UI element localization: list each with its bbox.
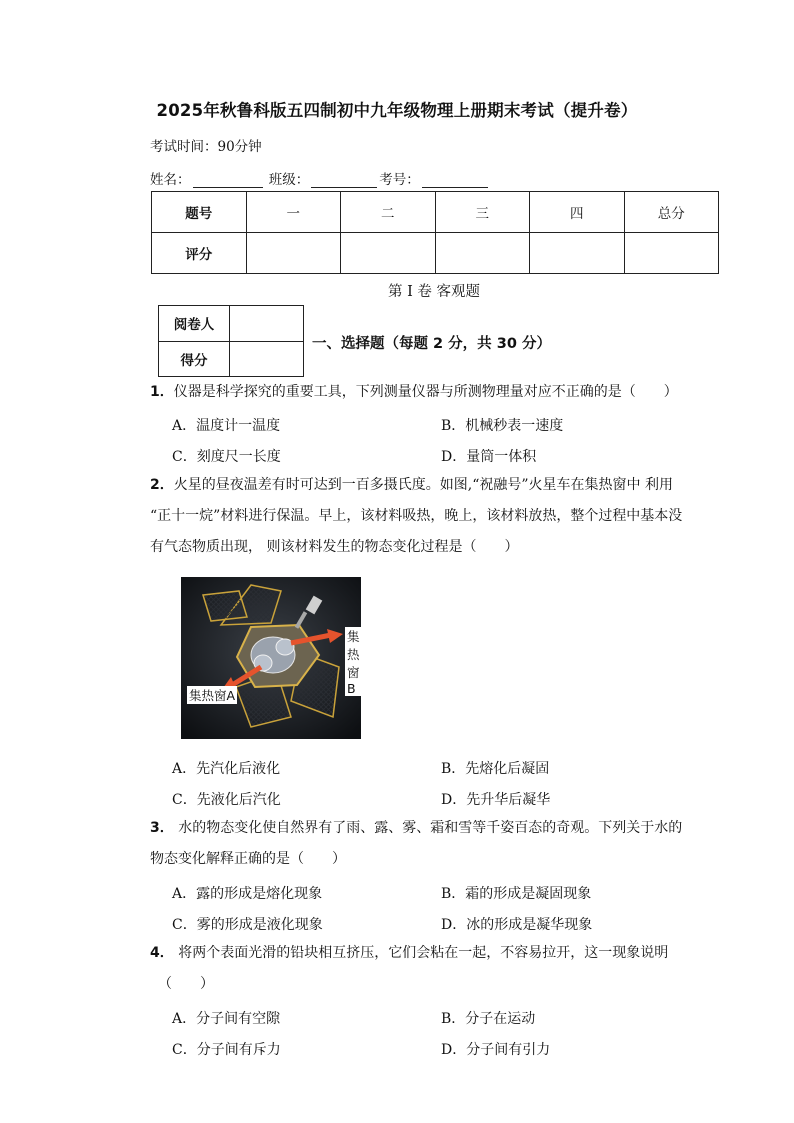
q4-option-c[interactable]: C．分子间有斥力 bbox=[172, 1042, 281, 1058]
label-window-b: 集热窗B bbox=[347, 629, 360, 696]
q3-option-b[interactable]: B．霜的形成是凝固现象 bbox=[441, 886, 592, 902]
question-text-line: “正十一烷”材料进行保温。早上，该材料吸热，晚上，该材料放热，整个过程中基本没 bbox=[150, 508, 683, 524]
question-text-line: 将两个表面光滑的铅块相互挤压，它们会粘在一起，不容易拉开，这一现象说明 bbox=[173, 945, 669, 961]
q3-option-c[interactable]: C．雾的形成是液化现象 bbox=[172, 917, 323, 933]
question-text-line: 有气态物质出现， 则该材料发生的物态变化过程是（ ） bbox=[150, 539, 519, 555]
reviewer-label: 阅卷人 bbox=[159, 306, 230, 342]
question-1 bbox=[150, 377, 720, 408]
class-label: 班级： bbox=[268, 172, 310, 188]
score-table-score-row bbox=[152, 233, 719, 274]
q1-option-c[interactable]: C．刻度尺一长度 bbox=[172, 449, 281, 465]
q4-option-d[interactable]: D．分子间有引力 bbox=[441, 1042, 551, 1058]
score-cell[interactable] bbox=[435, 233, 530, 274]
score-header-cell: 总分 bbox=[624, 192, 719, 233]
solar-panel-left bbox=[203, 591, 247, 621]
q3-option-d[interactable]: D．冰的形成是凝华现象 bbox=[441, 917, 593, 933]
score-header-cell: 一 bbox=[246, 192, 341, 233]
part-one-heading: 一、选择题（每题 2 分，共 30 分） bbox=[312, 336, 551, 352]
q1-option-b[interactable]: B．机械秒表一速度 bbox=[441, 418, 564, 434]
mars-rover-illustration bbox=[181, 577, 361, 739]
q2-option-b[interactable]: B．先熔化后凝固 bbox=[441, 761, 550, 777]
score-cell[interactable] bbox=[246, 233, 341, 274]
q2-option-c[interactable]: C．先液化后汽化 bbox=[172, 792, 281, 808]
score-table bbox=[151, 191, 719, 274]
id-label: 考号： bbox=[379, 172, 420, 188]
score-table-header-row bbox=[152, 192, 719, 233]
mars-rover-figure bbox=[181, 577, 361, 739]
score-cell[interactable] bbox=[530, 233, 625, 274]
question-number: 2． bbox=[150, 477, 174, 493]
q4-option-a[interactable]: A．分子间有空隙 bbox=[172, 1011, 281, 1027]
score-header-cell: 二 bbox=[341, 192, 436, 233]
exam-time: 考试时间：90分钟 bbox=[150, 139, 262, 155]
score-header-cell: 四 bbox=[530, 192, 625, 233]
q2-option-a[interactable]: A．先汽化后液化 bbox=[172, 761, 281, 777]
q2-option-d[interactable]: D．先升华后凝华 bbox=[441, 792, 551, 808]
name-blank[interactable] bbox=[193, 173, 263, 188]
q1-option-a[interactable]: A．温度计一温度 bbox=[172, 418, 281, 434]
score-cell[interactable] bbox=[624, 233, 719, 274]
student-info-line bbox=[150, 168, 490, 188]
label-window-a: 集热窗A bbox=[189, 688, 236, 703]
question-4 bbox=[150, 938, 720, 1000]
question-text-line: 水的物态变化使自然界有了雨、露、雾、霜和雪等千姿百态的奇观。下列关于水的 bbox=[173, 820, 683, 836]
grader-score-label: 得分 bbox=[159, 341, 230, 377]
question-text-line: （ ） bbox=[158, 976, 214, 992]
question-number: 4． bbox=[150, 945, 174, 961]
q1-option-d[interactable]: D．量筒一体积 bbox=[441, 449, 537, 465]
grader-table bbox=[158, 305, 304, 377]
grader-score-cell[interactable] bbox=[230, 341, 304, 377]
score-header-cell: 三 bbox=[435, 192, 530, 233]
question-3 bbox=[150, 813, 720, 875]
name-label: 姓名： bbox=[150, 172, 191, 188]
question-number: 3． bbox=[150, 820, 174, 836]
question-text-line: 物态变化解释正确的是（ ） bbox=[150, 851, 346, 867]
q3-option-a[interactable]: A．露的形成是熔化现象 bbox=[172, 886, 323, 902]
id-blank[interactable] bbox=[422, 173, 488, 188]
score-row-label: 评分 bbox=[152, 233, 247, 274]
score-cell[interactable] bbox=[341, 233, 436, 274]
class-blank[interactable] bbox=[311, 173, 377, 188]
question-text-line: 火星的昼夜温差有时可达到一百多摄氏度。如图,“祝融号”火星车在集热窗中 利用 bbox=[173, 477, 673, 493]
exam-title: 2025年秋鲁科版五四制初中九年级物理上册期末考试（提升卷） bbox=[156, 101, 638, 120]
question-2 bbox=[150, 470, 720, 563]
section-title: 第 I 卷 客观题 bbox=[387, 284, 481, 300]
question-text: 仪器是科学探究的重要工具，下列测量仪器与所测物理量对应不正确的是（ ） bbox=[173, 384, 678, 400]
reviewer-cell[interactable] bbox=[230, 306, 304, 342]
score-header-cell: 题号 bbox=[152, 192, 247, 233]
question-number: 1． bbox=[150, 384, 174, 400]
q4-option-b[interactable]: B．分子在运动 bbox=[441, 1011, 536, 1027]
